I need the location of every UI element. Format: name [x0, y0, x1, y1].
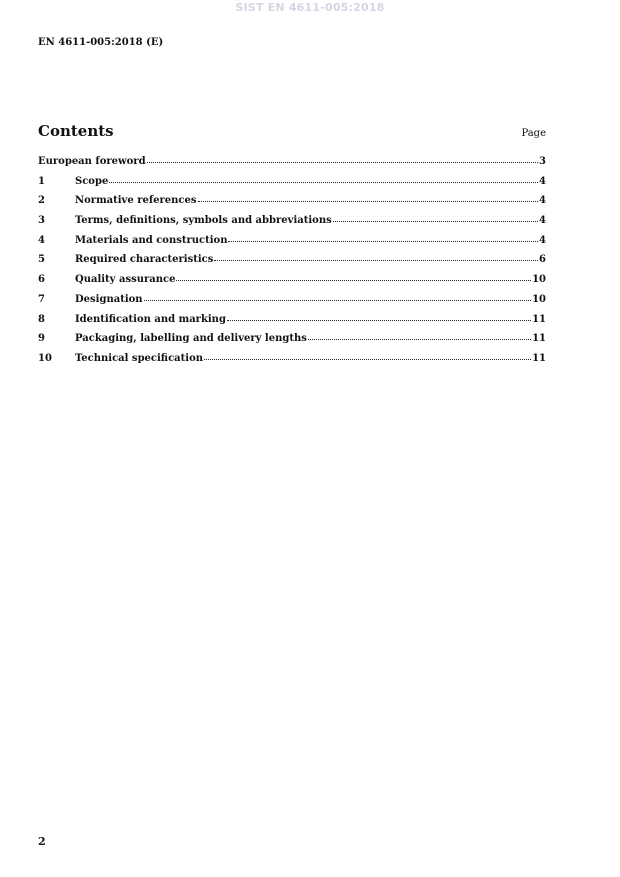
toc-entry-title: Designation [75, 293, 143, 305]
document-identifier: EN 4611-005:2018 (E) [38, 37, 164, 48]
toc-entry-page: 11 [532, 313, 546, 325]
contents-title: Contents [38, 122, 114, 140]
toc-entry-number: 4 [38, 234, 45, 246]
contents-heading-row [38, 122, 546, 140]
table-of-contents [38, 156, 546, 373]
toc-leader-dots [333, 221, 538, 222]
toc-entry[interactable] [38, 195, 546, 215]
toc-entry-page: 4 [539, 234, 546, 246]
toc-entry[interactable] [38, 294, 546, 314]
page-number: 2 [38, 835, 46, 848]
toc-entry-page: 11 [532, 352, 546, 364]
toc-entry-number: 9 [38, 333, 45, 345]
toc-entry[interactable] [38, 314, 546, 334]
toc-entry-title: Quality assurance [75, 274, 176, 286]
toc-entry-title: Packaging, labelling and delivery lengths [75, 333, 307, 345]
toc-entry-page: 3 [539, 156, 546, 167]
toc-entry-number: 2 [38, 195, 45, 207]
page-column-label: Page [521, 128, 546, 139]
toc-leader-dots [176, 280, 531, 281]
toc-entry-title: Identification and marking [75, 313, 226, 325]
toc-leader-dots [308, 339, 531, 340]
toc-leader-dots [147, 162, 538, 163]
toc-entry[interactable] [38, 274, 546, 294]
toc-leader-dots [227, 320, 531, 321]
toc-entry-title: Terms, definitions, symbols and abbreviations [75, 215, 332, 227]
toc-entry[interactable] [38, 235, 546, 255]
toc-entry-title: Materials and construction [75, 234, 228, 246]
toc-entry-page: 4 [539, 195, 546, 207]
toc-entry-number: 10 [38, 352, 52, 364]
toc-entry-title: Technical specification [75, 352, 204, 364]
toc-entry-page: 11 [532, 333, 546, 345]
toc-entry-page: 6 [539, 254, 546, 266]
toc-entry-number: 8 [38, 313, 45, 325]
toc-leader-dots [198, 201, 539, 202]
watermark: SIST EN 4611-005:2018 [235, 1, 385, 14]
toc-entry[interactable] [38, 156, 546, 176]
toc-leader-dots [228, 241, 538, 242]
toc-entry[interactable] [38, 215, 546, 235]
toc-entry-page: 10 [532, 274, 546, 286]
toc-entry-page: 10 [532, 293, 546, 305]
toc-entry[interactable] [38, 353, 546, 373]
toc-entry-number: 7 [38, 293, 45, 305]
toc-entry[interactable] [38, 333, 546, 353]
toc-entry-title: Normative references [75, 195, 197, 207]
toc-entry-number: 3 [38, 215, 45, 227]
toc-entry-title: European foreword [38, 156, 146, 167]
toc-entry-number: 6 [38, 274, 45, 286]
toc-entry-page: 4 [539, 215, 546, 227]
toc-entry-number: 5 [38, 254, 45, 266]
toc-leader-dots [214, 260, 538, 261]
toc-leader-dots [109, 182, 538, 183]
toc-leader-dots [144, 300, 532, 301]
toc-entry-title: Scope [75, 175, 109, 187]
toc-entry[interactable] [38, 254, 546, 274]
toc-leader-dots [204, 359, 531, 360]
toc-entry[interactable] [38, 176, 546, 196]
toc-entry-number: 1 [38, 175, 45, 187]
toc-entry-page: 4 [539, 175, 546, 187]
toc-entry-title: Required characteristics [75, 254, 214, 266]
